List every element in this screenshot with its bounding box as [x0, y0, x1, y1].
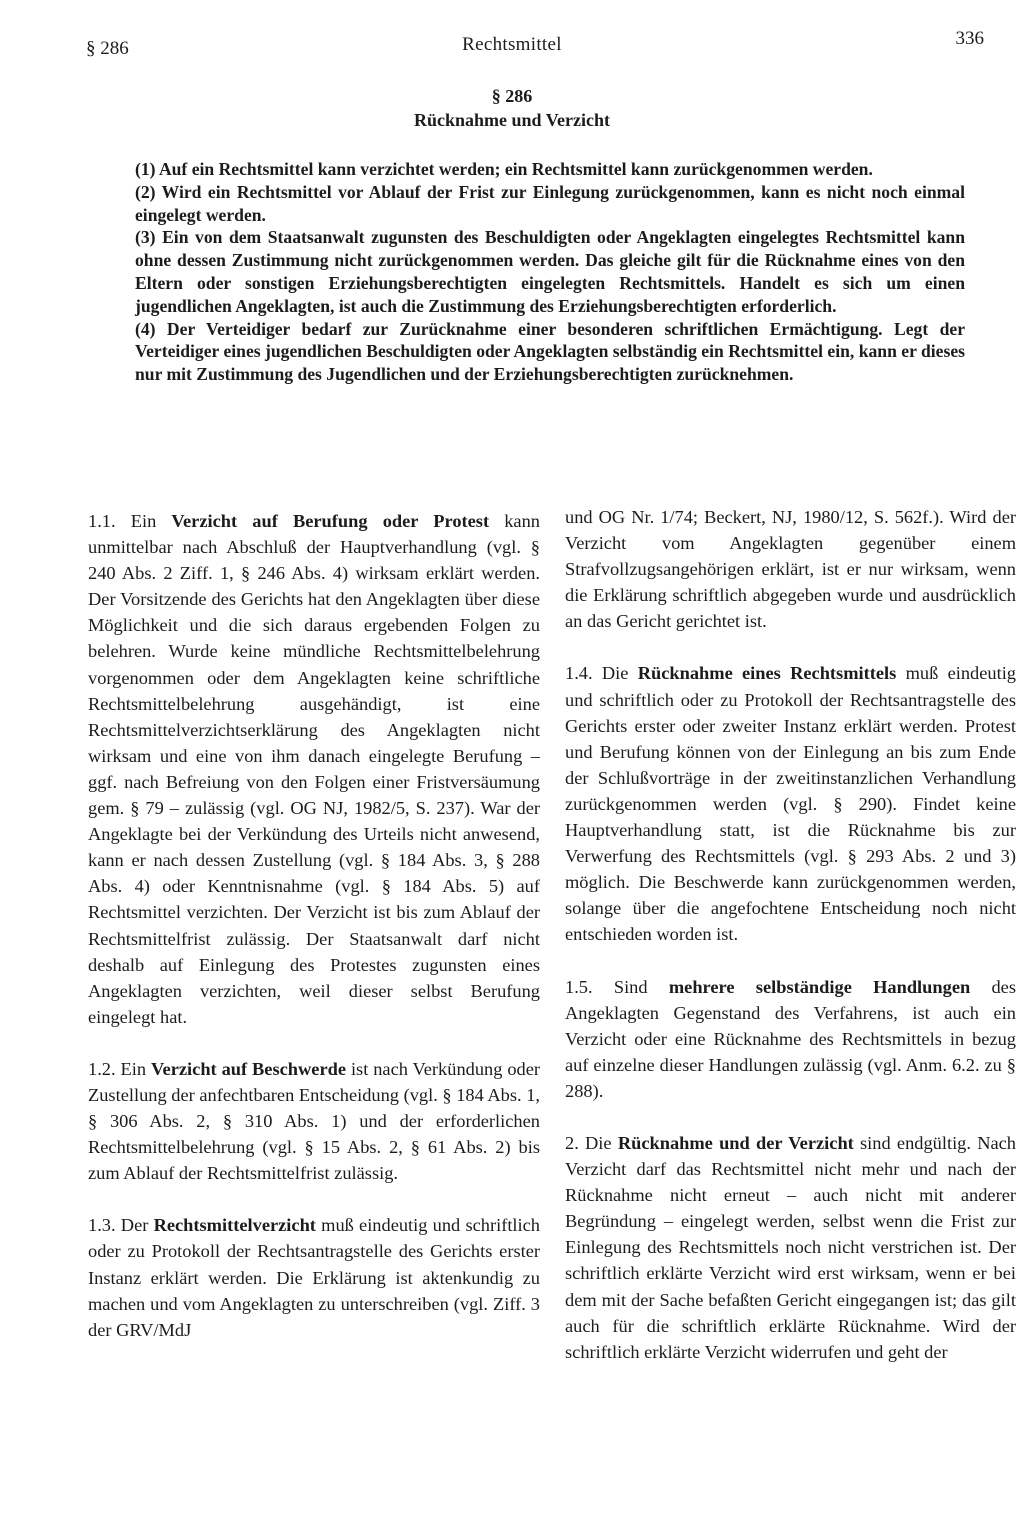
annotation-text: muß eindeutig und schriftlich oder zu Protokoll der Rechtsantragstelle des Gerichts erster Instanz erklärt werden. Die Erklärung ist aktenkundig zu machen und vom Angeklagten zu unterschreiben (vgl. Ziff. 3 der GRV/MdJ [88, 1215, 540, 1340]
section-title: Rücknahme und Verzicht [413, 110, 611, 130]
annotation-text: Die [578, 1132, 618, 1153]
statute-text [135, 158, 965, 386]
annotation-text: Ein [115, 1058, 151, 1079]
annotation-number: 1.2. [88, 1058, 116, 1079]
annotation-keyword: Verzicht auf Beschwerde [150, 1058, 347, 1079]
annotation-1-3 [88, 1212, 540, 1342]
annotation-text: des Angeklagten Gegenstand des Verfahrens, ist auch ein Verzicht oder eine Rücknahme des Rechtsmittels in bezug auf einzelne dieser Handlungen zulässig (vgl. Anm. 6.2. zu § 288). [565, 976, 1016, 1101]
commentary-right-column [565, 504, 1016, 1391]
annotation-text: muß eindeutig und schriftlich oder zu Protokoll der Rechtsantragstelle des Gerichts erster oder zweiter Instanz erklärt werden. Protest und Berufung können von der Einlegung an bis zum Ende der Schlußvorträge in der zweitinstanzlichen Verhandlung zurückgenommen werden (vgl. § 290). Findet keine Hauptverhandlung statt, ist die Rücknahme bis zur Verwerfung des Rechtsmittels (vgl. § 293 Abs. 2 und 3) möglich. Die Beschwerde kann zurückgenommen werden, solange über die angefochtene Entscheidung noch nicht entschieden worden ist. [565, 663, 1017, 945]
annotation-text: kann unmittelbar nach Abschluß der Hauptverhandlung (vgl. § 240 Abs. 2 Ziff. 1, § 246 Abs. 4) wirksam erklärt werden. Der Vorsitzende des Gerichts hat den Angeklagten über diese Möglichkeit und die sich daraus ergebenden Folgen zu belehren. Wurde keine mündliche Rechtsmittelbelehrung vorgenommen oder dem Angeklagten keine schriftliche Rechtsmittelbelehrung ausgehändigt, ist eine Rechtsmittelverzichtserklärung des Angeklagten nicht wirksam und eine von ihm danach eingelegte Berufung – ggf. nach Befreiung von den Folgen einer Fristversäumung gem. § 79 – zulässig (vgl. OG NJ, 1982/5, S. 237). War der Angeklagte bei der Verkündung des Urteils nicht anwesend, kann er nach dessen Zustellung (vgl. § 184 Abs. 3, § 288 Abs. 4) oder Kenntnisnahme (vgl. § 184 Abs. 5) auf Rechtsmittel verzichten. Der Verzicht ist bis zum Ablauf der Rechtsmittelfrist zulässig. Der Staatsanwalt darf nicht deshalb auf Einlegung des Protestes zugunsten eines Angeklagten verzichten, weil dieser selbst Berufung eingelegt hat. [88, 511, 540, 1027]
statute-paragraph-3: (3) Ein von dem Staatsanwalt zugunsten des Beschuldigten oder Angeklagten eingelegtes Rechtsmittel kann ohne dessen Zustimmung nicht zurückgenommen werden. Das gleiche gilt für die Rücknahme eines von den Eltern oder sonstigen Erziehungsberechtigten eingelegten Rechtsmittels. Handelt es sich um einen jugendlichen Angeklagten, ist auch die Zustimmung des Erziehungsberechtigten erforderlich. [135, 227, 965, 316]
header-title: Rechtsmittel [462, 34, 562, 55]
annotation-text: ist nach Verkündung oder Zustellung der anfechtbaren Entscheidung (vgl. § 184 Abs. 1, § 306 Abs. 2, § 310 Abs. 1) und der erforderlichen Rechtsmittelbelehrung (vgl. § 15 Abs. 2, § 61 Abs. 2) bis zum Ablauf der Rechtsmittelfrist zulässig. [88, 1058, 541, 1184]
annotation-keyword: Rücknahme eines Rechtsmittels [637, 663, 897, 684]
section-number: § 286 [491, 86, 533, 106]
annotation-number: 1.4. [565, 663, 593, 684]
annotation-keyword: Verzicht auf Berufung oder Protest [171, 511, 490, 531]
annotation-1-3-continued: und OG Nr. 1/74; Beckert, NJ, 1980/12, S. 562f.). Wird der Verzicht vom Angeklagten gegenüber einem Strafvollzugsangehörigen erklärt, ist er nur wirksam, wenn die Erklärung schriftlich abgegeben wurde und ausdrücklich an das Gericht gerichtet ist. [565, 507, 1016, 632]
statute-paragraph-2: (2) Wird ein Rechtsmittel vor Ablauf der Frist zur Einlegung zurückgenommen, kann es nicht noch einmal eingelegt werden. [135, 181, 965, 225]
annotation-keyword: Rücknahme und der Verzicht [617, 1132, 854, 1153]
annotation-2 [565, 1130, 1016, 1365]
annotation-text: sind endgültig. Nach Verzicht darf das Rechtsmittel nicht mehr und nach der Rücknahme nicht erneut – auch nicht mit anderer Begründung – eingelegt werden, selbst wenn die Frist zur Einlegung des Rechtsmittels noch nicht verstrichen ist. Der schriftlich erklärte Verzicht wird erst wirksam, wenn er bei dem mit der Sache befaßten Gericht eingegangen ist; das gilt auch für die schriftlich erklärte Rücknahme. Wird der schriftlich erklärte Verzicht widerrufen und geht der [565, 1132, 1016, 1362]
annotation-text: Ein [115, 511, 172, 531]
statute-paragraph-4: (4) Der Verteidiger bedarf zur Zurücknahme einer besonderen schriftlichen Ermächtigung. Legt der Verteidiger eines jugendlichen Beschuldigten oder Angeklagten selbständig ein Rechtsmittel ein, kann er dieses nur mit Zustimmung des Jugendlichen und der Erziehungsberechtigten zurücknehmen. [135, 318, 965, 385]
running-header [0, 28, 1024, 62]
annotation-text: Die [592, 663, 638, 684]
annotation-1-2 [88, 1056, 540, 1186]
annotation-number: 1.3. [88, 1215, 116, 1236]
annotation-text: Der [115, 1215, 154, 1236]
header-section-ref: § 286 [86, 38, 129, 59]
annotation-number: 1.5. [565, 976, 593, 997]
annotation-text: Sind [592, 976, 669, 997]
statute-paragraph-1: (1) Auf ein Rechtsmittel kann verzichtet werden; ein Rechtsmittel kann zurückgenommen werden. [135, 159, 873, 179]
annotation-1-1 [88, 508, 540, 1030]
commentary-left-column [88, 508, 540, 1369]
annotation-number: 1.1. [88, 511, 116, 531]
annotation-1-4 [565, 660, 1016, 947]
page-number: 336 [955, 28, 984, 49]
annotation-number: 2. [565, 1132, 579, 1153]
annotation-keyword: mehrere selbständige Handlungen [668, 976, 971, 997]
annotation-1-5 [565, 974, 1016, 1104]
annotation-keyword: Rechtsmittelverzicht [153, 1215, 316, 1236]
